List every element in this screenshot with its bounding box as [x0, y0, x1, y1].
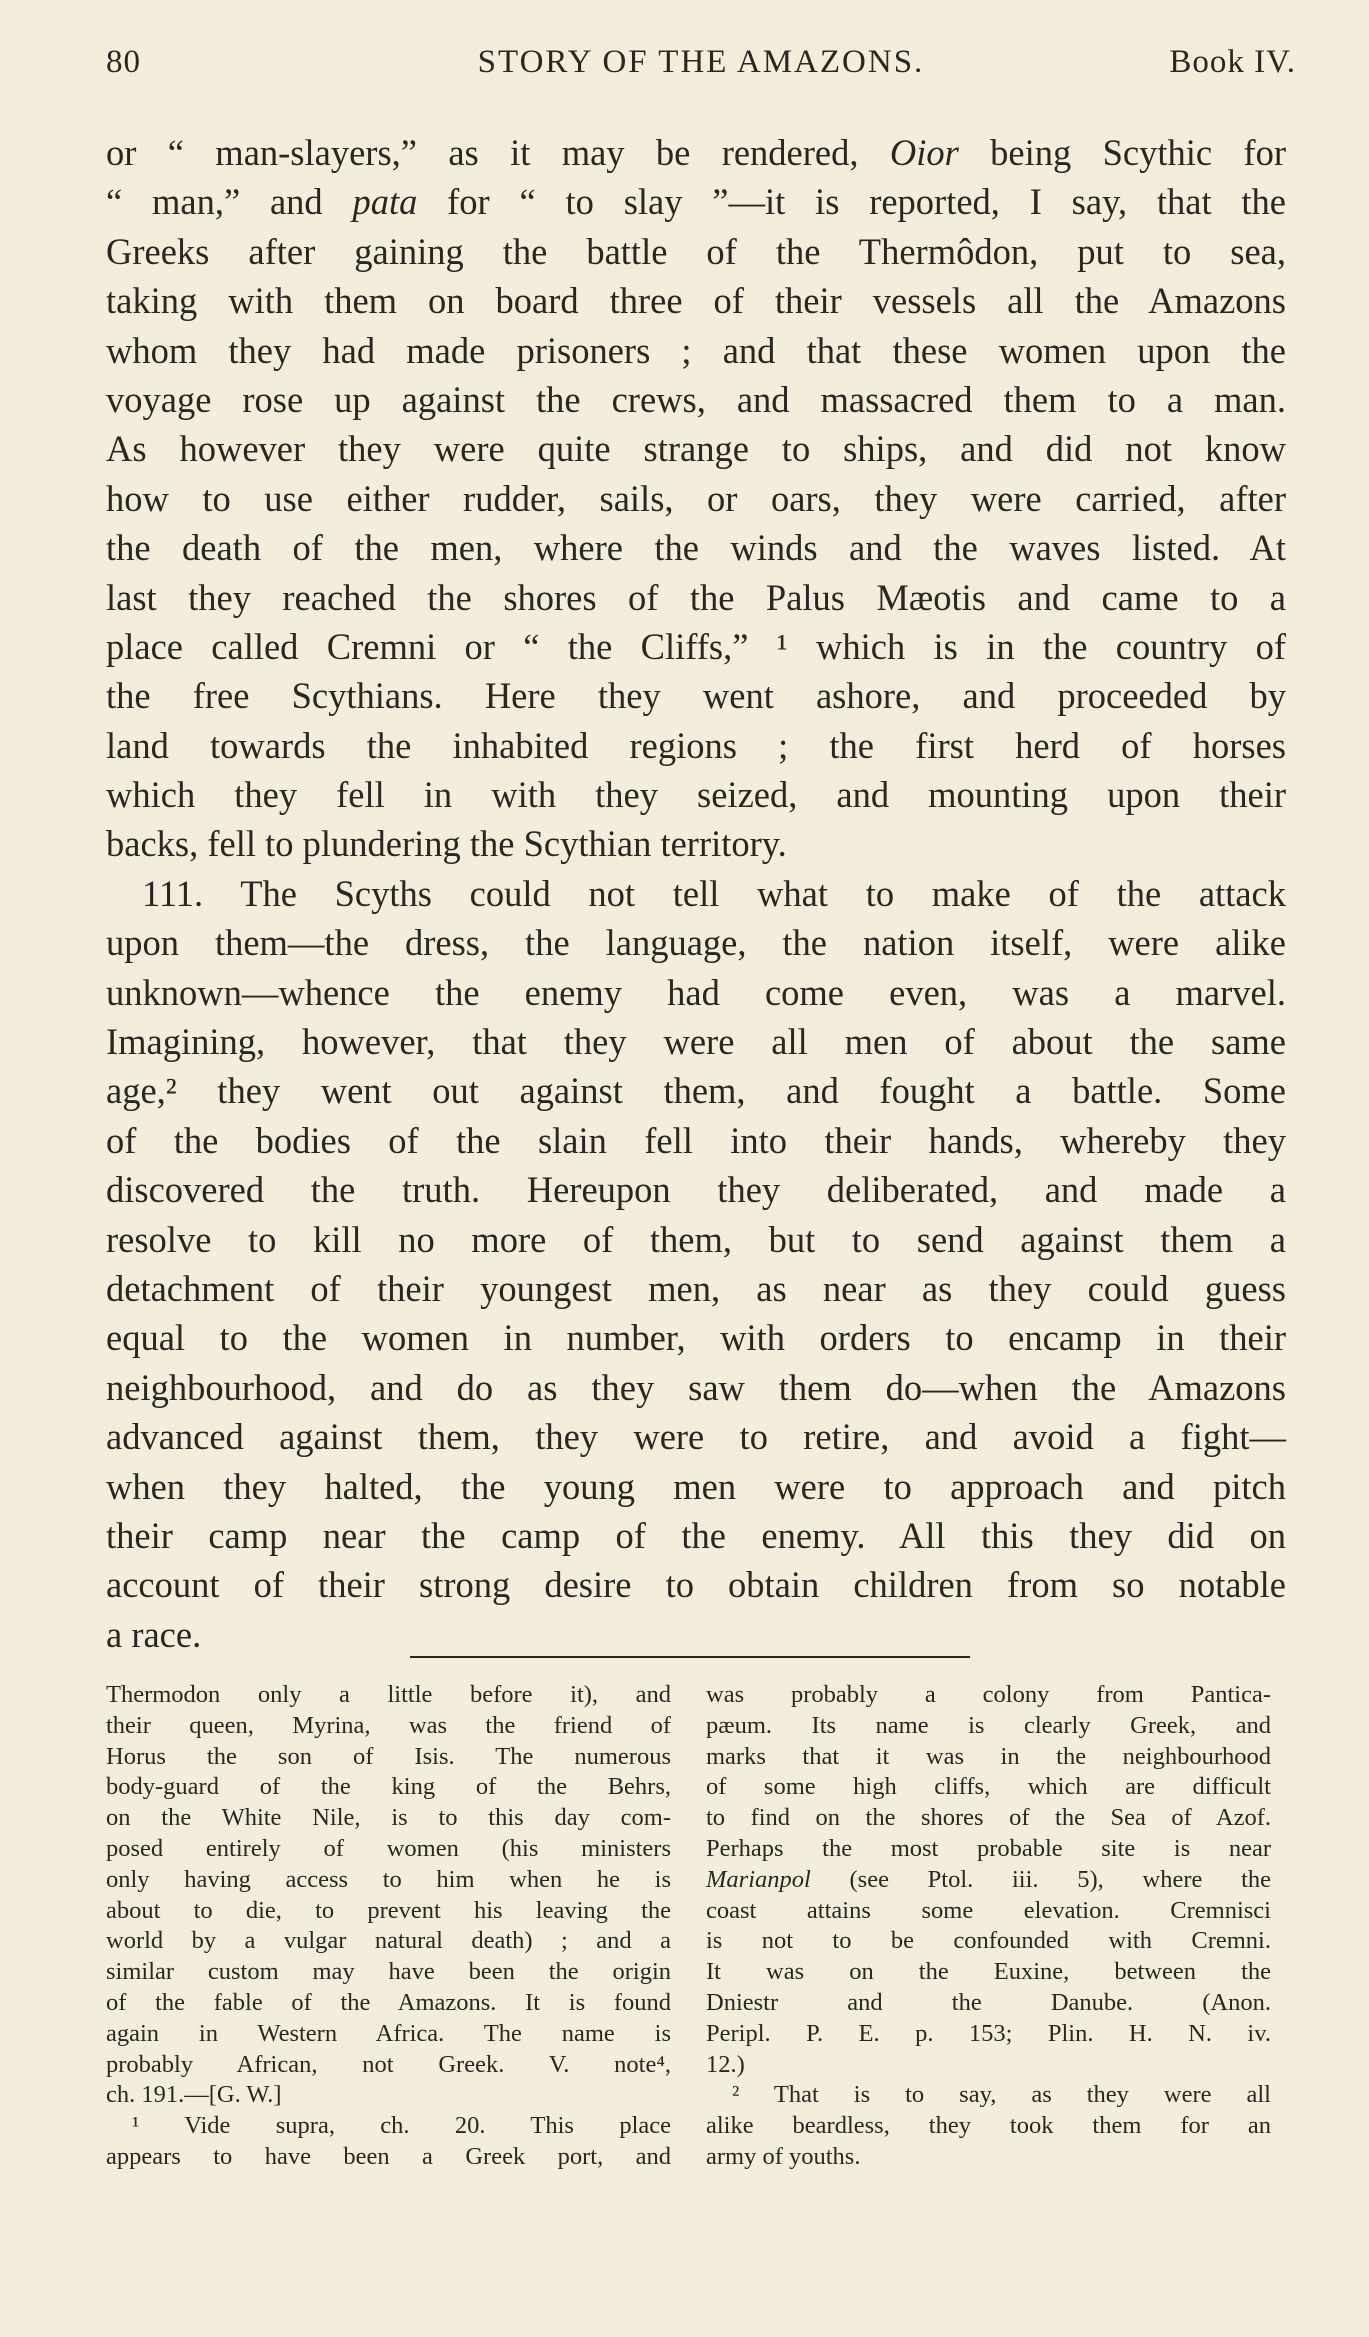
footnote-line: pæum. Its name is clearly Greek, and: [706, 1711, 1271, 1739]
text-line: taking with them on board three of their vessels all the Amazons: [106, 280, 1286, 322]
footnote-line: alike beardless, they took them for an: [706, 2112, 1271, 2140]
text-line: Imagining, however, that they were all men of about the same: [106, 1021, 1286, 1063]
text-line: how to use either rudder, sails, or oars, they were carried, after: [106, 477, 1286, 519]
footnotes: [106, 1680, 1286, 2220]
text-line: resolve to kill no more of them, but to send against them a: [106, 1218, 1286, 1260]
footnote-line: It was on the Euxine, between the: [706, 1958, 1271, 1986]
text-line: As however they were quite strange to ships, and did not know: [106, 428, 1286, 470]
text-line: upon them—the dress, the language, the nation itself, were alike: [106, 922, 1286, 964]
text-line: advanced against them, they were to retire, and avoid a fight—: [106, 1416, 1286, 1458]
text-line: backs, fell to plundering the Scythian territory.: [106, 823, 787, 865]
text-line: equal to the women in number, with orders to encamp in their: [106, 1317, 1286, 1359]
running-title: STORY OF THE AMAZONS.: [477, 44, 925, 80]
footnote-line: of the fable of the Amazons. It is found: [106, 1988, 671, 2016]
text-line: the free Scythians. Here they went ashore, and proceeded by: [106, 675, 1286, 717]
footnote-column-left: [106, 1680, 671, 2173]
footnote-line: world by a vulgar natural death) ; and a: [106, 1927, 671, 1955]
footnote-line: Marianpol (see Ptol. iii. 5), where the: [706, 1865, 1271, 1893]
main-text: [106, 128, 1286, 1659]
footnote-line: coast attains some elevation. Cremnisci: [706, 1896, 1271, 1924]
text-line: unknown—whence the enemy had come even, was a marvel.: [106, 971, 1286, 1013]
footnote-line: about to die, to prevent his leaving the: [106, 1896, 671, 1924]
footnote-divider: [410, 1656, 970, 1658]
footnote-line: ¹ Vide supra, ch. 20. This place: [132, 2112, 671, 2140]
footnote-line: was probably a colony from Pantica-: [706, 1681, 1271, 1708]
footnote-line: Horus the son of Isis. The numerous: [106, 1742, 671, 1770]
text-line: neighbourhood, and do as they saw them do—when the Amazons: [106, 1366, 1286, 1408]
footnote-line: Perhaps the most probable site is near: [706, 1834, 1271, 1862]
footnote-line: to find on the shores of the Sea of Azof.: [706, 1804, 1271, 1832]
text-line: last they reached the shores of the Palus Mæotis and came to a: [106, 576, 1286, 618]
footnote-line: marks that it was in the neighbourhood: [706, 1742, 1271, 1770]
footnote-line: ² That is to say, as they were all: [732, 2081, 1271, 2109]
text-line: the death of the men, where the winds and the waves listed. At: [106, 527, 1286, 569]
text-line: discovered the truth. Hereupon they deliberated, and made a: [106, 1169, 1286, 1211]
text-line: or “ man-slayers,” as it may be rendered, Oior being Scythic for: [106, 132, 1286, 173]
footnote-line: probably African, not Greek. V. note⁴,: [106, 2050, 671, 2078]
footnote-line: of some high cliffs, which are difficult: [706, 1773, 1271, 1801]
footnote-line: Thermodon only a little before it), and: [106, 1681, 671, 1708]
footnote-line: body-guard of the king of the Behrs,: [106, 1773, 671, 1801]
text-line: when they halted, the young men were to approach and pitch: [106, 1465, 1286, 1507]
footnote-line: posed entirely of women (his ministers: [106, 1834, 671, 1862]
text-line: age,² they went out against them, and fought a battle. Some: [106, 1070, 1286, 1112]
footnote-line: similar custom may have been the origin: [106, 1958, 671, 1986]
footnote-line: appears to have been a Greek port, and: [106, 2142, 671, 2170]
text-line: voyage rose up against the crews, and massacred them to a man.: [106, 378, 1286, 420]
text-line: of the bodies of the slain fell into their hands, whereby they: [106, 1119, 1286, 1161]
footnote-line: is not to be confounded with Cremni.: [706, 1927, 1271, 1955]
footnote-line: ch. 191.—[G. W.]: [106, 2081, 282, 2109]
text-line: which they fell in with they seized, and mounting upon their: [106, 774, 1286, 816]
footnote-line: on the White Nile, is to this day com-: [106, 1804, 671, 1832]
text-line: their camp near the camp of the enemy. All this they did on: [106, 1514, 1286, 1556]
footnote-line: only having access to him when he is: [106, 1865, 671, 1893]
footnote-column-right: [706, 1680, 1271, 2173]
text-line: place called Cremni or “ the Cliffs,” ¹ which is in the country of: [106, 625, 1286, 667]
text-line: Greeks after gaining the battle of the Thermôdon, put to sea,: [106, 230, 1286, 272]
page-header: [106, 44, 1296, 90]
page-number: 80: [106, 44, 141, 80]
text-line: land towards the inhabited regions ; the first herd of horses: [106, 724, 1286, 766]
text-line: detachment of their youngest men, as near as they could guess: [106, 1267, 1286, 1309]
footnote-line: army of youths.: [706, 2142, 861, 2170]
footnote-line: Dniestr and the Danube. (Anon.: [706, 1988, 1271, 2016]
footnote-line: their queen, Myrina, was the friend of: [106, 1711, 671, 1739]
footnote-line: Peripl. P. E. p. 153; Plin. H. N. iv.: [706, 2019, 1271, 2047]
text-line: whom they had made prisoners ; and that these women upon the: [106, 329, 1286, 371]
section-start-line: 111. The Scyths could not tell what to make of the attack: [142, 872, 1286, 914]
footnote-line: 12.): [706, 2050, 745, 2078]
book-label: Book IV.: [1169, 44, 1296, 80]
text-line: account of their strong desire to obtain children from so notable: [106, 1564, 1286, 1606]
text-line: a race.: [106, 1613, 202, 1655]
footnote-line: again in Western Africa. The name is: [106, 2019, 671, 2047]
text-line: “ man,” and pata for “ to slay ”—it is reported, I say, that the: [106, 181, 1286, 223]
